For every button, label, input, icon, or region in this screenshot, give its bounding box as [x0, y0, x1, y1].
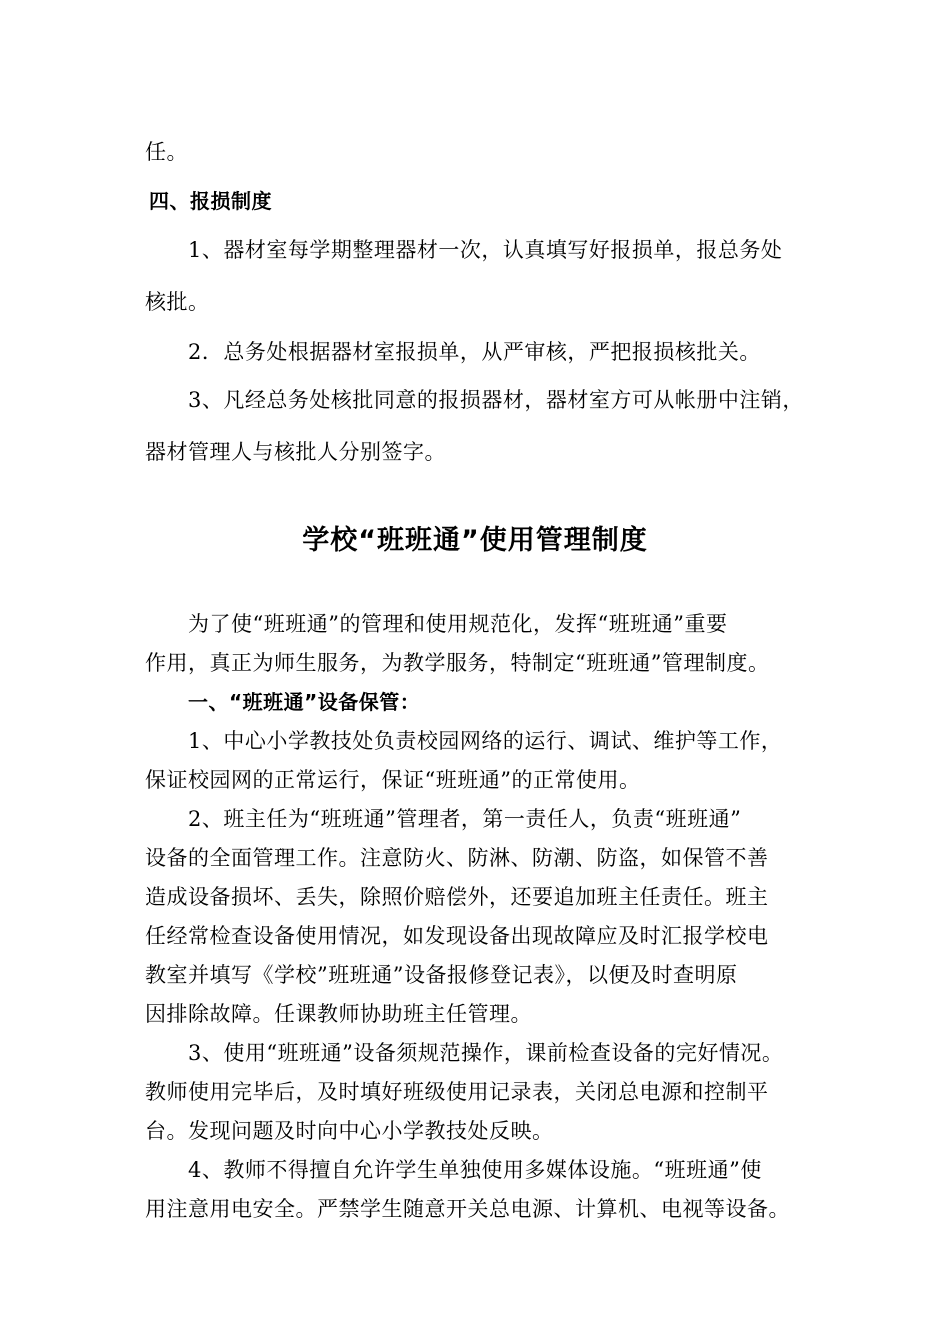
- para-3-line-1: 3、使用“班班通”设备须规范操作，课前检查设备的完好情况。: [188, 1041, 784, 1065]
- intro-line-2: 作用，真正为师生服务，为教学服务，特制定“班班通”管理制度。: [145, 651, 770, 675]
- para-4-line-1: 4、教师不得擅自允许学生单独使用多媒体设施。“班班通”使: [188, 1158, 762, 1182]
- para-2-line-4: 任经常检查设备使用情况，如发现设备出现故障应及时汇报学校电: [145, 924, 769, 948]
- section-heading-baoguan: 一、“班班通”设备保管：: [188, 690, 421, 714]
- para-2-line-3: 造成设备损坏、丢失，除照价赔偿外，还要追加班主任责任。班主: [145, 885, 769, 909]
- baosun-item-3-line-1: 3、凡经总务处核批同意的报损器材，器材室方可从帐册中注销，: [188, 388, 804, 412]
- para-3-line-3: 台。发现问题及时向中心小学教技处反映。: [145, 1119, 554, 1143]
- baosun-item-1-line-1: 1、器材室每学期整理器材一次，认真填写好报损单，报总务处: [188, 238, 783, 262]
- para-4-line-2: 用注意用电安全。严禁学生随意开关总电源、计算机、电视等设备。: [145, 1197, 790, 1221]
- para-1-line-1: 1、中心小学教技处负责校园网络的运行、调试、维护等工作，: [188, 729, 783, 753]
- section-heading-baosun: 四、报损制度: [149, 189, 272, 213]
- para-2-line-1: 2、班主任为“班班通”管理者，第一责任人，负责“班班通”: [188, 807, 742, 831]
- para-1-line-2: 保证校园网的正常运行，保证“班班通”的正常使用。: [145, 768, 641, 792]
- intro-line-1: 为了使“班班通”的管理和使用规范化，发挥“班班通”重要: [188, 612, 728, 636]
- para-2-line-2: 设备的全面管理工作。注意防火、防淋、防潮、防盗，如保管不善: [145, 846, 769, 870]
- para-2-line-6: 因排除故障。任课教师协助班主任管理。: [145, 1002, 532, 1026]
- baosun-item-3-line-2: 器材管理人与核批人分别签字。: [145, 440, 446, 464]
- baosun-item-1-line-2: 核批。: [145, 290, 210, 314]
- baosun-item-2: 2．总务处根据器材室报损单，从严审核，严把报损核批关。: [188, 340, 761, 364]
- para-2-line-5: 教室并填写《学校”班班通”设备报修登记表》，以便及时查明原: [145, 963, 738, 987]
- continuation-text: 任。: [145, 140, 188, 164]
- document-title: 学校“班班通”使用管理制度: [302, 525, 648, 556]
- para-3-line-2: 教师使用完毕后，及时填好班级使用记录表，关闭总电源和控制平: [145, 1080, 769, 1104]
